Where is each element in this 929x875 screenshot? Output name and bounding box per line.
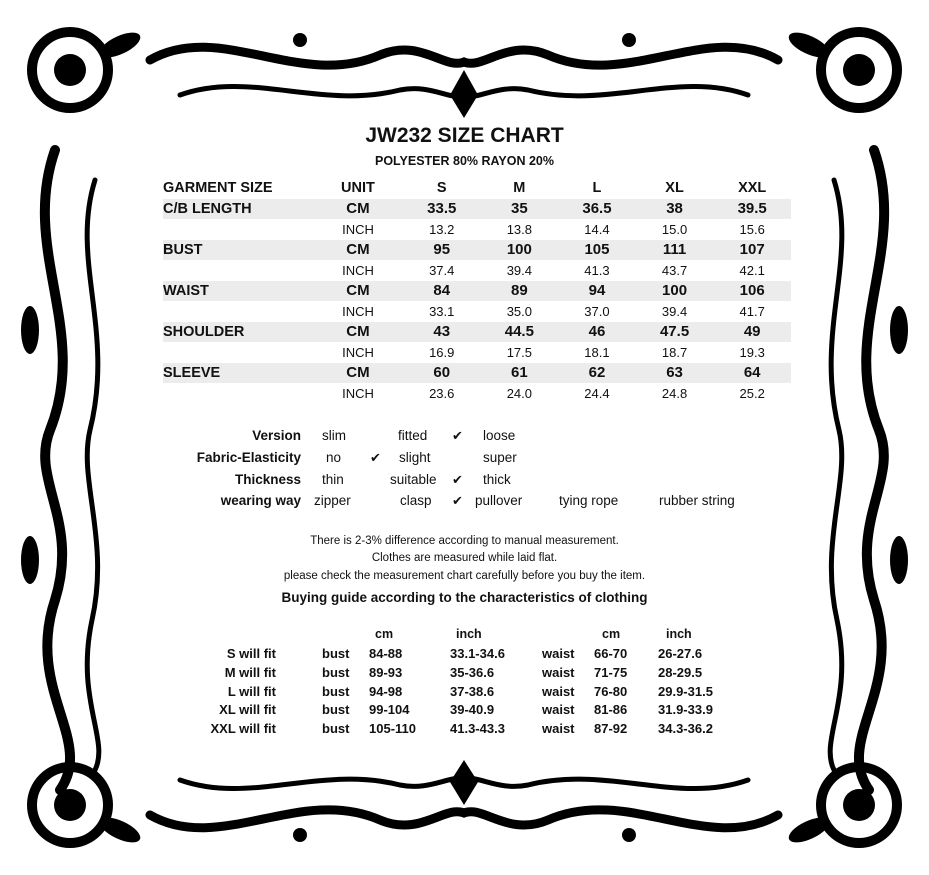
waist-inch-range: 29.9-31.5 bbox=[658, 683, 713, 699]
note-laid-flat: Clothes are measured while laid flat. bbox=[371, 552, 558, 564]
wearing-option-pullover: pullover bbox=[475, 493, 523, 508]
version-option-loose: loose bbox=[483, 428, 516, 443]
table-header-cell: GARMENT SIZE bbox=[163, 180, 273, 197]
value-cell: 33.5 bbox=[403, 199, 481, 220]
value-cell: 89 bbox=[481, 281, 559, 302]
value-cell: 95 bbox=[403, 240, 481, 261]
measurement-label: BUST bbox=[163, 240, 313, 261]
unit-cell: CM bbox=[313, 199, 403, 220]
value-cell: 24.8 bbox=[661, 385, 688, 401]
value-cell: 106 bbox=[713, 281, 791, 302]
waist-cm-range: 87-92 bbox=[594, 721, 628, 737]
fabric-composition: POLYESTER 80% RAYON 20% bbox=[374, 154, 554, 168]
bust-inch-range: 39-40.9 bbox=[450, 702, 495, 718]
value-cell: 23.6 bbox=[429, 385, 455, 401]
bust-label: bust bbox=[322, 664, 350, 680]
value-cell: 19.3 bbox=[739, 344, 765, 360]
guide-header-waist-inch: inch bbox=[666, 627, 692, 641]
buying-guide-title: Buying guide according to the characteristics of clothing bbox=[281, 590, 648, 605]
value-cell: 35.0 bbox=[506, 303, 532, 319]
unit-cell: INCH bbox=[342, 303, 374, 319]
value-cell: 105 bbox=[558, 240, 636, 261]
value-cell: 49 bbox=[713, 322, 791, 343]
waist-cm-range: 76-80 bbox=[594, 683, 628, 699]
unit-cell: CM bbox=[313, 363, 403, 384]
bust-cm-range: 89-93 bbox=[369, 664, 403, 680]
wearing-option-tying-rope: tying rope bbox=[559, 493, 619, 508]
value-cell: 14.4 bbox=[584, 221, 610, 237]
guide-header-bust-inch: inch bbox=[456, 627, 482, 641]
table-header-cell: L bbox=[592, 180, 602, 197]
value-cell: 62 bbox=[558, 363, 636, 384]
unit-cell: INCH bbox=[342, 344, 374, 360]
table-header-cell: M bbox=[513, 180, 526, 197]
value-cell: 64 bbox=[713, 363, 791, 384]
value-cell: 46 bbox=[558, 322, 636, 343]
version-label: Version bbox=[252, 428, 301, 443]
value-cell: 39.5 bbox=[713, 199, 791, 220]
measurement-label: C/B LENGTH bbox=[163, 199, 313, 220]
value-cell: 39.4 bbox=[661, 303, 688, 319]
waist-cm-range: 66-70 bbox=[594, 646, 628, 661]
measurement-label: SLEEVE bbox=[163, 363, 313, 384]
value-cell: 25.2 bbox=[739, 385, 765, 401]
value-cell: 15.6 bbox=[739, 221, 765, 237]
value-cell: 17.5 bbox=[506, 344, 532, 360]
version-option-fitted: fitted bbox=[398, 428, 428, 443]
table-row bbox=[163, 219, 791, 240]
value-cell: 44.5 bbox=[481, 322, 559, 343]
elasticity-option-super: super bbox=[483, 450, 517, 465]
table-row bbox=[163, 322, 791, 343]
value-cell: 39.4 bbox=[506, 262, 532, 278]
table-row bbox=[163, 363, 791, 384]
measurement-label: SHOULDER bbox=[163, 322, 313, 343]
table-row bbox=[163, 281, 791, 302]
bust-cm-range: 94-98 bbox=[369, 683, 403, 699]
empty-cell bbox=[163, 219, 313, 240]
value-cell: 18.7 bbox=[661, 344, 688, 360]
value-cell: 63 bbox=[636, 363, 714, 384]
unit-cell: CM bbox=[313, 322, 403, 343]
value-cell: 37.4 bbox=[429, 262, 455, 278]
wearing-option-zipper: zipper bbox=[314, 493, 351, 508]
value-cell: 107 bbox=[713, 240, 791, 261]
wearing-option-rubber-string: rubber string bbox=[659, 493, 735, 508]
table-row bbox=[163, 301, 791, 322]
unit-cell: CM bbox=[313, 240, 403, 261]
value-cell: 111 bbox=[636, 240, 714, 261]
value-cell: 13.8 bbox=[506, 221, 532, 237]
value-cell: 41.3 bbox=[584, 262, 610, 278]
value-cell: 24.4 bbox=[584, 385, 610, 401]
waist-cm-range: 81-86 bbox=[594, 702, 628, 718]
waist-inch-range: 34.3-36.2 bbox=[658, 721, 713, 737]
waist-inch-range: 28-29.5 bbox=[658, 664, 703, 680]
waist-label: waist bbox=[542, 721, 575, 737]
bust-label: bust bbox=[322, 702, 350, 718]
page-title: JW232 SIZE CHART bbox=[365, 124, 564, 147]
bust-inch-range: 41.3-43.3 bbox=[450, 721, 505, 737]
bust-inch-range: 37-38.6 bbox=[450, 683, 495, 699]
unit-cell: CM bbox=[313, 281, 403, 302]
value-cell: 15.0 bbox=[661, 221, 688, 237]
value-cell: 43.7 bbox=[661, 262, 688, 278]
unit-cell: INCH bbox=[342, 221, 374, 237]
bust-inch-range: 33.1-34.6 bbox=[450, 646, 505, 661]
value-cell: 94 bbox=[558, 281, 636, 302]
value-cell: 36.5 bbox=[558, 199, 636, 220]
elasticity-label: Fabric-Elasticity bbox=[196, 450, 301, 465]
bust-inch-range: 35-36.6 bbox=[450, 664, 495, 680]
bust-cm-range: 105-110 bbox=[369, 721, 416, 737]
value-cell: 42.1 bbox=[739, 262, 765, 278]
table-row bbox=[163, 342, 791, 363]
value-cell: 84 bbox=[403, 281, 481, 302]
table-row bbox=[163, 383, 791, 404]
fit-label: XL will fit bbox=[219, 702, 276, 718]
value-cell: 47.5 bbox=[636, 322, 714, 343]
measurement-label: WAIST bbox=[163, 281, 313, 302]
waist-cm-range: 71-75 bbox=[594, 664, 628, 680]
empty-cell bbox=[163, 301, 313, 322]
value-cell: 13.2 bbox=[429, 221, 455, 237]
unit-cell: INCH bbox=[342, 385, 374, 401]
bust-label: bust bbox=[322, 683, 350, 699]
guide-header-waist-cm: cm bbox=[602, 627, 621, 641]
table-header-cell: UNIT bbox=[341, 180, 375, 197]
bust-cm-range: 84-88 bbox=[369, 646, 403, 661]
empty-cell bbox=[163, 342, 313, 363]
thickness-option-thick: thick bbox=[483, 472, 511, 487]
waist-label: waist bbox=[542, 646, 575, 661]
elasticity-option-no: no bbox=[326, 450, 342, 465]
value-cell: 41.7 bbox=[739, 303, 765, 319]
wearing-way-label: wearing way bbox=[220, 493, 301, 508]
thickness-option-thin: thin bbox=[322, 472, 344, 487]
wearing-option-clasp: clasp bbox=[400, 493, 432, 508]
value-cell: 16.9 bbox=[429, 344, 455, 360]
elasticity-option-slight: slight bbox=[399, 450, 431, 465]
fit-label: M will fit bbox=[224, 664, 276, 680]
check-icon: ✔ bbox=[452, 472, 463, 487]
value-cell: 38 bbox=[636, 199, 714, 220]
table-header-cell: S bbox=[436, 180, 447, 197]
check-icon: ✔ bbox=[452, 428, 463, 443]
fit-label: S will fit bbox=[226, 646, 276, 661]
fit-label: XXL will fit bbox=[210, 721, 276, 737]
waist-label: waist bbox=[542, 664, 575, 680]
waist-label: waist bbox=[542, 683, 575, 699]
guide-header-bust-cm: cm bbox=[375, 627, 394, 641]
note-check-chart: please check the measurement chart carefully before you buy the item. bbox=[283, 570, 646, 582]
value-cell: 35 bbox=[481, 199, 559, 220]
bust-label: bust bbox=[322, 646, 350, 661]
waist-inch-range: 31.9-33.9 bbox=[658, 702, 713, 718]
value-cell: 60 bbox=[403, 363, 481, 384]
table-row bbox=[163, 199, 791, 220]
thickness-label: Thickness bbox=[234, 472, 301, 487]
unit-cell: INCH bbox=[342, 262, 374, 278]
check-icon: ✔ bbox=[370, 450, 381, 465]
size-table bbox=[163, 178, 791, 404]
table-row bbox=[163, 240, 791, 261]
value-cell: 33.1 bbox=[429, 303, 455, 319]
waist-label: waist bbox=[542, 702, 575, 718]
bust-label: bust bbox=[322, 721, 350, 737]
table-header-cell: XXL bbox=[738, 180, 767, 197]
table-row bbox=[163, 260, 791, 281]
table-header-cell: XL bbox=[665, 180, 684, 197]
value-cell: 43 bbox=[403, 322, 481, 343]
fit-label: L will fit bbox=[227, 683, 276, 699]
thickness-option-suitable: suitable bbox=[390, 472, 437, 487]
version-option-slim: slim bbox=[322, 428, 346, 443]
table-header-row bbox=[163, 178, 791, 199]
value-cell: 100 bbox=[481, 240, 559, 261]
value-cell: 100 bbox=[636, 281, 714, 302]
value-cell: 61 bbox=[481, 363, 559, 384]
note-measurement-difference: There is 2-3% difference according to manual measurement. bbox=[310, 535, 619, 547]
value-cell: 18.1 bbox=[584, 344, 610, 360]
empty-cell bbox=[163, 383, 313, 404]
value-cell: 37.0 bbox=[584, 303, 610, 319]
waist-inch-range: 26-27.6 bbox=[658, 646, 703, 661]
check-icon: ✔ bbox=[452, 493, 463, 508]
bust-cm-range: 99-104 bbox=[369, 702, 410, 718]
empty-cell bbox=[163, 260, 313, 281]
value-cell: 24.0 bbox=[506, 385, 532, 401]
